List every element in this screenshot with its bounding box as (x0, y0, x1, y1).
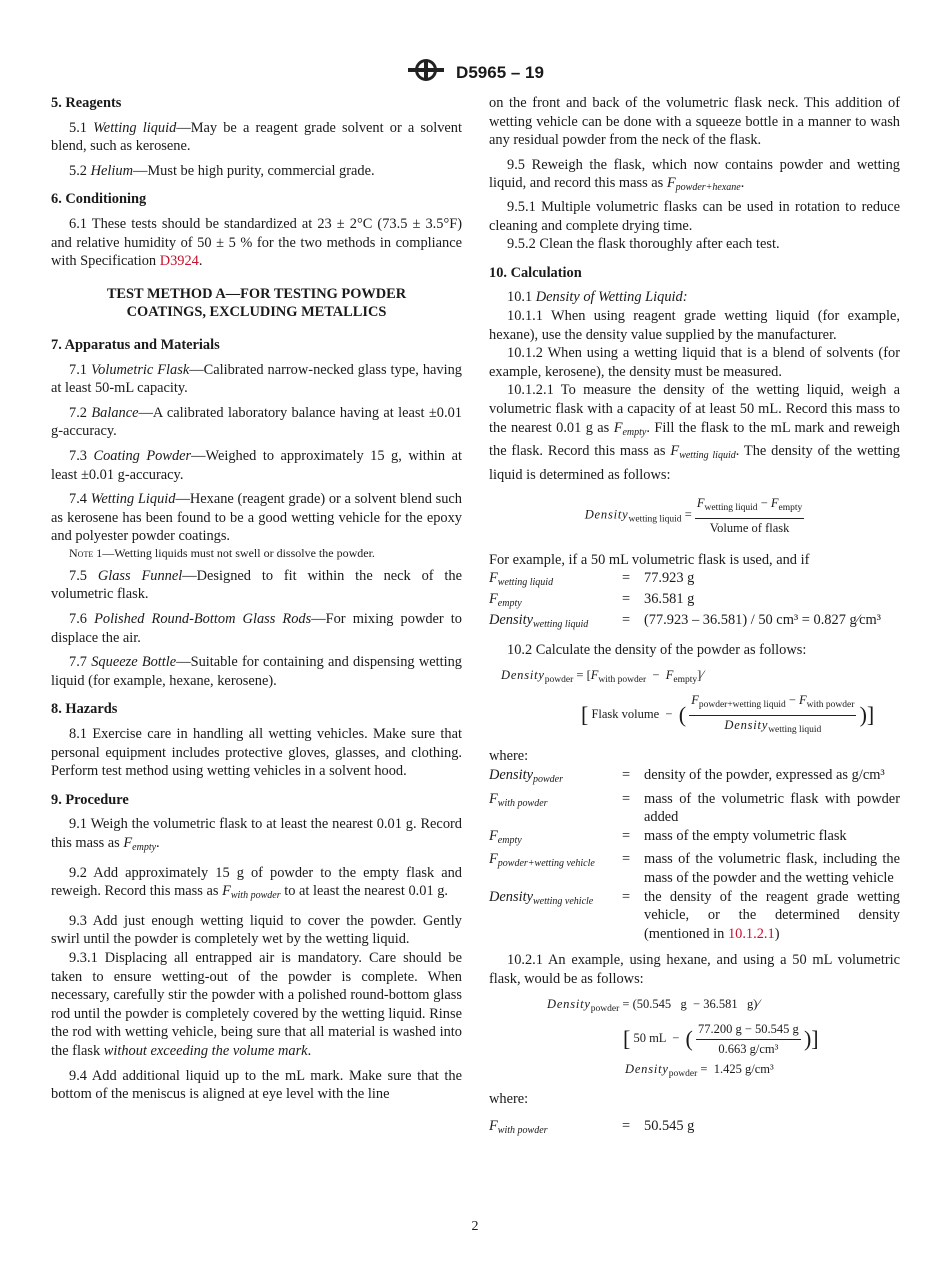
para-9-3: 9.3 Add just enough wetting liquid to cover the powder. Gently swirl until the powder is completely wet by the wetting liquid. (51, 912, 462, 948)
definitions-list (489, 766, 900, 943)
equation-wetting-density: Density$_{wetting liquid}$ = $\frac{F_{wetting liquid} - F_{empty}}{\text{Volume of flask}}$ (489, 494, 900, 537)
para-10-1-1: 10.1.1 When using reagent grade wetting liquid (for example, hexane), use the density value supplied by the manufacturer. (489, 307, 900, 343)
fraction-wetting-density: $\frac{F_{wetting liquid} - F_{empty}}{\text{Volume of flask}}$ (696, 496, 803, 535)
para-10-2-1: 10.2.1 An example, using hexane, and using a 50 mL volumetric flask, would be as follows: (489, 952, 900, 987)
para-7-5: 7.5 Glass Funnel—Designed to fit within the neck of the volumetric flask. (51, 567, 462, 603)
example-where-list (489, 1117, 900, 1141)
para-9-4-continued: on the front and back of the volumetric flask neck. This addition of wetting vehicle can be done with a squeeze bottle in a manner to wash any residual powder from the neck of the flask. (489, 95, 900, 149)
definition-row: $F_{powder+wetting vehicle}$ = mass of the volumetric flask, including the mass of the powder and the wetting vehicle (489, 851, 900, 886)
para-9-5: 9.5 Reweigh the flask, which now contains powder and wetting liquid, and record this mass as $F_{powder+hexane}$. (489, 156, 900, 194)
fraction-example: $\frac{77.200 g - 50.545 g}{\text{0.663 g/cm³}}$ (698, 1022, 799, 1056)
example-row: Density$_{wetting liquid}$ = (77.923 – 36.581) / 50 cm³ = 0.827 g⁄cm³ (489, 612, 881, 631)
definition-row: $F_{with powder}$ = 50.545 g (489, 1117, 695, 1136)
standard-designation: D5965 – 19 (456, 62, 544, 82)
example-row: $F_{empty}$ = 36.581 g (489, 591, 695, 610)
definition-row: Density$_{powder}$ = density of the powder, expressed as g/cm³ (489, 767, 885, 786)
definition-row: Density$_{wetting vehicle}$ = the density of the reagent grade wetting vehicle, or the determined density (mentioned in 10.1.2.1) (489, 888, 900, 942)
para-9-2: 9.2 Add approximately 15 g of powder to the empty flask and reweigh. Record this mass as $F_{with powder}$ to at least the nearest 0.01 g. (51, 864, 462, 902)
para-7-2: 7.2 Balance—A calibrated laboratory balance having at least ±0.01 g-accuracy. (51, 404, 462, 440)
para-7-7: 7.7 Squeeze Bottle—Suitable for containing and dispensing wetting liquid (for example, hexane, kerosene). (51, 654, 462, 689)
equation-example: Density$_{powder}$ = (50.545 g − 36.581 g)⁄ [ 50 mL − ( $\frac{77.200 g - 50.545 g}{\text{0.663 g/cm³}}$ )] Density$_{powder}$ = 1.425 g/cm³ (547, 996, 819, 1080)
definition-row: $F_{empty}$ = mass of the empty volumetric flask (489, 827, 847, 846)
section-6-title: 6. Conditioning (51, 191, 147, 208)
section-7-title: 7. Apparatus and Materials (51, 336, 220, 353)
para-7-1: 7.1 Volumetric Flask—Calibrated narrow-necked glass type, having at least 50-mL capacity. (51, 361, 462, 397)
equation-powder-density: Density$_{powder}$ = [$F_{with powder}$ − $F_{empty}]⁄$ [ Flask volume − ( $\frac{F_{powder+wetting liquid} - F_{with powder}}{Density_{wetting liquid}}$ )] (501, 666, 900, 740)
astm-logo-icon (406, 58, 446, 87)
para-7-4: 7.4 Wetting Liquid—Hexane (reagent grade) or a solvent blend such as kerosene has been found to be a good wetting vehicle for the epoxy and polyester powder coatings. (51, 491, 463, 545)
para-9-5-2: 9.5.2 Clean the flask thoroughly after each test. (507, 236, 780, 253)
para-9-5-1: 9.5.1 Multiple volumetric flasks can be used in rotation to reduce cleaning and complete drying time. (489, 198, 900, 234)
example-values (489, 570, 900, 633)
method-a-heading: TEST METHOD A—FOR TESTING POWDER COATINGS, EXCLUDING METALLICS (106, 285, 407, 321)
para-9-1: 9.1 Weigh the volumetric flask to at least the nearest 0.01 g. Record this mass as $F_{empty}$. (51, 816, 462, 853)
section-10-title: 10. Calculation (489, 264, 582, 281)
page-header (0, 58, 950, 82)
para-7-3: 7.3 Coating Powder—Weighed to approximately 15 g, within at least ±0.01 g-accuracy. (51, 447, 462, 483)
link-d3924[interactable]: D3924 (159, 253, 199, 270)
para-7-6: 7.6 Polished Round-Bottom Glass Rods—For mixing powder to displace the air. (51, 611, 462, 646)
section-8-title: 8. Hazards (51, 701, 118, 718)
where-label: where: (489, 748, 529, 765)
para-6-1: 6.1 These tests should be standardized at 23 ± 2°C (73.5 ± 3.5°F) and relative humidity of 50 ± 5 % for the two methods in compliance with Specification D3924. (51, 215, 462, 270)
para-5-1: 5.1 Wetting liquid—May be a reagent grade solvent or a solvent blend, such as kerosene. (51, 119, 462, 155)
para-9-4: 9.4 Add additional liquid up to the mL mark. Make sure that the bottom of the meniscus is aligned at eye level with the line (51, 1067, 462, 1103)
fraction-powder-density: $\frac{F_{powder+wetting liquid} - F_{with powder}}{Density_{wetting liquid}}$ (691, 693, 855, 735)
example-intro: For example, if a 50 mL volumetric flask is used, and if (489, 552, 810, 569)
para-5-2: 5.2 Helium—Must be high purity, commercial grade. (69, 162, 375, 179)
para-10-1-2: 10.1.2 When using a wetting liquid that is a blend of solvents (for example, kerosene), the density must be measured. (489, 345, 900, 380)
left-column (51, 94, 462, 1104)
where-label-2: where: (489, 1090, 529, 1107)
section-5-title: 5. Reagents (51, 95, 122, 111)
right-column (489, 94, 900, 1146)
para-8-1: 8.1 Exercise care in handling all wetting vehicles. Make sure that personal equipment includes protective gloves, glasses, and clothing. Perform test method using wetting vehicles in a solvent hood. (51, 726, 462, 780)
section-9-title: 9. Procedure (51, 791, 129, 808)
para-10-2: 10.2 Calculate the density of the powder as follows: (507, 642, 807, 659)
note-1: Note 1—Wetting liquids must not swell or dissolve the powder. (69, 545, 375, 560)
link-10-1-2-1[interactable]: 10.1.2.1 (727, 925, 775, 942)
para-9-3-1: 9.3.1 Displacing all entrapped air is mandatory. Care should be taken to ensure wetting-out of the powder is complete. When necessary, carefully stir the powder with a polished round-bottom glass rod until the powder is completely covered by the wetting liquid. Rinse the rod with wetting vehicle, being sure that all material is washed into the flask without exceeding the volume mark. (51, 949, 462, 1059)
definition-row: $F_{with powder}$ = mass of the volumetric flask with powder added (489, 790, 900, 826)
page-number: 2 (471, 1219, 479, 1234)
example-row: $F_{wetting liquid}$ = 77.923 g (489, 570, 695, 589)
para-10-1-2-1: 10.1.2.1 To measure the density of the wetting liquid, weigh a volumetric flask with a capacity of at least 50 mL. Record this mass to the nearest 0.01 g as $F_{empty}$. Fill the flask to the mL mark and reweigh the flask. Record this mass as $F_{wetting liquid}$. The density of the wetting liquid is determined as follows: (489, 382, 901, 483)
para-10-1: 10.1 Density of Wetting Liquid: (507, 289, 688, 306)
